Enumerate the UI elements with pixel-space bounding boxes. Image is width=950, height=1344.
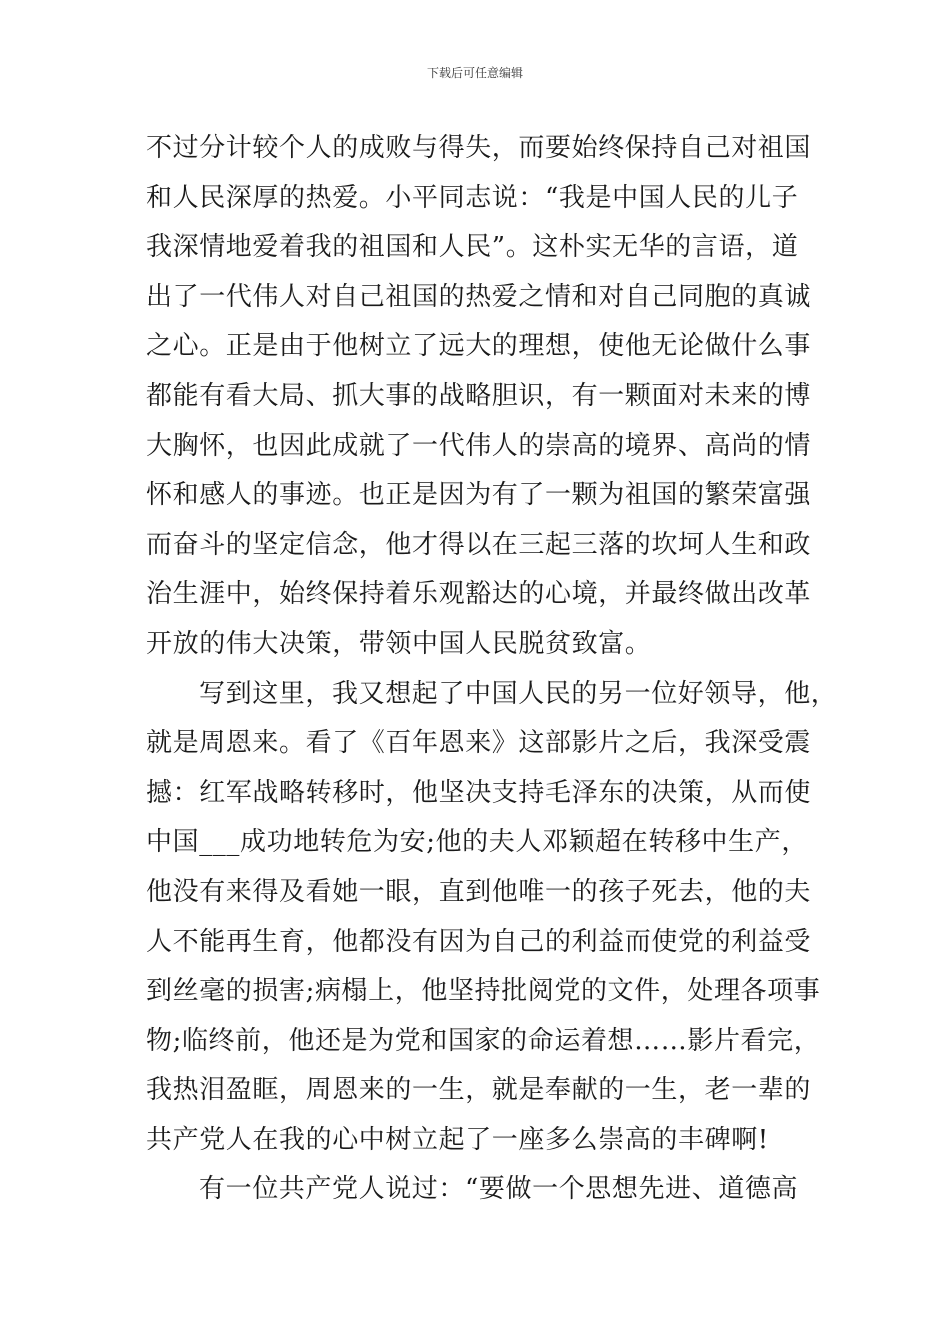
text-line: 我热泪盈眶，周恩来的一生，就是奉献的一生，老一辈的	[146, 1075, 812, 1106]
text-line: 不过分计较个人的成败与得失，而要始终保持自己对祖国	[146, 133, 812, 163]
text-line: 怀和感人的事迹。也正是因为有了一颗为祖国的繁荣富强	[146, 480, 812, 511]
text-line: 人不能再生育，他都没有因为自己的利益而使党的利益受	[146, 926, 812, 957]
paragraph-1	[146, 124, 816, 670]
text-line: 他没有来得及看她一眼，直到他唯一的孩子死去，他的夫	[146, 876, 812, 907]
text-line: 到丝毫的损害;病榻上，他坚持批阅党的文件，处理各项事	[146, 976, 821, 1007]
text-line: 出了一代伟人对自己祖国的热爱之情和对自己同胞的真诚	[146, 281, 812, 312]
text-line: 都能有看大局、抓大事的战略胆识，有一颗面对未来的博	[146, 380, 812, 411]
text-line: 就是周恩来。看了《百年恩来》这部影片之后，我深受震	[146, 728, 812, 759]
text-line: 治生涯中，始终保持着乐观豁达的心境，并最终做出改革	[146, 579, 812, 610]
text-line: 共产党人在我的心中树立起了一座多么崇高的丰碑啊!	[146, 1124, 769, 1155]
text-line: 写到这里，我又想起了中国人民的另一位好领导，他，	[199, 678, 838, 709]
document-body	[146, 124, 838, 1215]
text-line: 大胸怀，也因此成就了一代伟人的崇高的境界、高尚的情	[146, 430, 812, 461]
page-header: 下载后可任意编辑	[426, 66, 523, 80]
text-line: 我深情地爱着我的祖国和人民”。这朴实无华的言语，道	[146, 232, 799, 263]
text-line: 物;临终前，他还是为党和国家的命运着想……影片看完，	[146, 1025, 821, 1056]
paragraph-3	[146, 1165, 816, 1215]
text-line: 开放的伟大决策，带领中国人民脱贫致富。	[146, 628, 652, 659]
text-line: 之心。正是由于他树立了远大的理想，使他无论做什么事	[146, 331, 812, 362]
text-line: 和人民深厚的热爱。小平同志说：“我是中国人民的儿子	[146, 182, 799, 213]
text-line: 而奋斗的坚定信念，他才得以在三起三落的坎坷人生和政	[146, 529, 812, 560]
text-line: 撼：红军战略转移时，他坚决支持毛泽东的决策，从而使	[146, 777, 812, 808]
text-line: 中国___成功地转危为安;他的夫人邓颖超在转移中生产，	[146, 827, 808, 858]
paragraph-2	[146, 670, 838, 1166]
text-line: 有一位共产党人说过：“要做一个思想先进、道德高	[199, 1174, 799, 1205]
